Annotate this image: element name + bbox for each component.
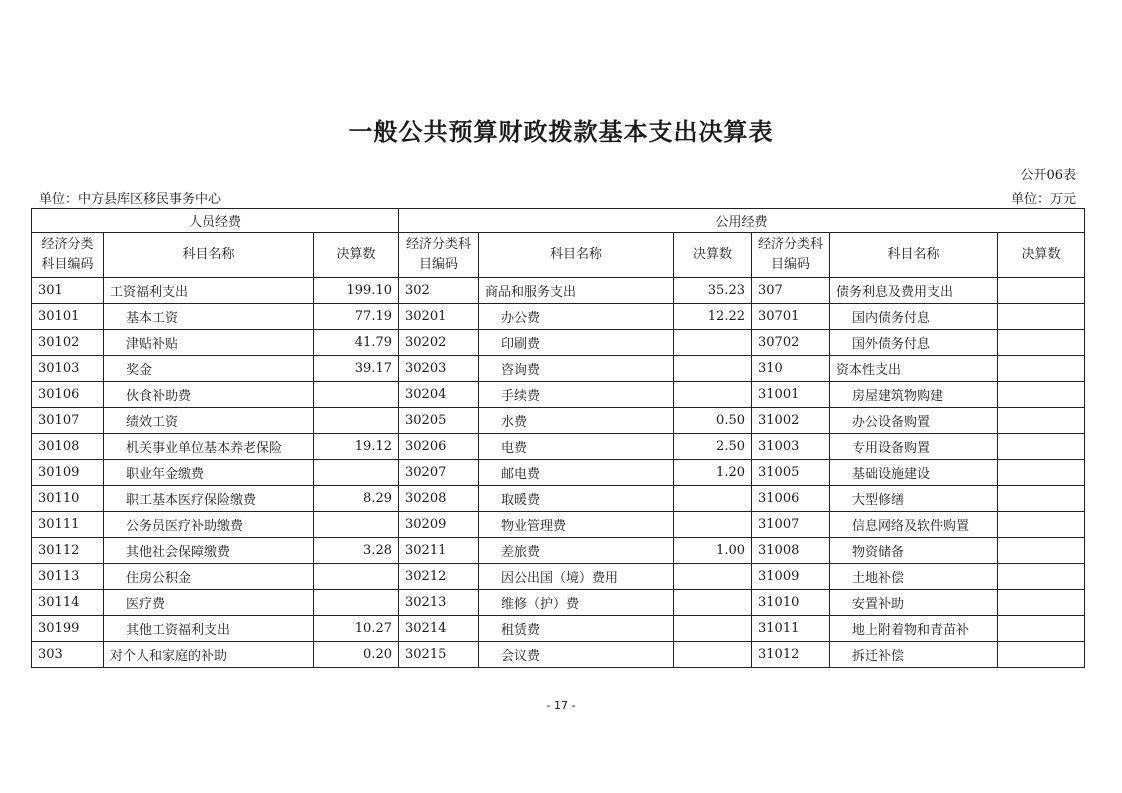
item-name-cell: 电费 bbox=[479, 434, 674, 460]
amount-cell: 8.29 bbox=[314, 486, 399, 512]
code-cell: 30112 bbox=[32, 538, 104, 564]
item-name-cell: 物资储备 bbox=[830, 538, 998, 564]
table-row bbox=[32, 642, 1085, 668]
code-cell: 30209 bbox=[399, 512, 479, 538]
item-name-cell: 国外债务付息 bbox=[830, 330, 998, 356]
amount-cell: 1.20 bbox=[674, 460, 752, 486]
table-row bbox=[32, 538, 1085, 564]
code-cell: 30199 bbox=[32, 616, 104, 642]
item-name-cell: 绩效工资 bbox=[104, 408, 314, 434]
table-row bbox=[32, 460, 1085, 486]
code-cell: 30114 bbox=[32, 590, 104, 616]
page-title: 一般公共预算财政拨款基本支出决算表 bbox=[348, 117, 774, 146]
code-cell: 31002 bbox=[752, 408, 830, 434]
amount-cell bbox=[998, 616, 1085, 642]
item-name-cell: 房屋建筑物购建 bbox=[830, 382, 998, 408]
amount-cell bbox=[998, 278, 1085, 304]
item-name-cell: 公务员医疗补助缴费 bbox=[104, 512, 314, 538]
code-cell: 30215 bbox=[399, 642, 479, 668]
table-row bbox=[32, 434, 1085, 460]
item-name-cell: 基本工资 bbox=[104, 304, 314, 330]
code-cell: 30106 bbox=[32, 382, 104, 408]
item-name-cell: 专用设备购置 bbox=[830, 434, 998, 460]
item-name-cell: 伙食补助费 bbox=[104, 382, 314, 408]
item-name-cell: 拆迁补偿 bbox=[830, 642, 998, 668]
code-cell: 31001 bbox=[752, 382, 830, 408]
table-row bbox=[32, 616, 1085, 642]
amount-cell bbox=[998, 304, 1085, 330]
item-name-cell: 津贴补贴 bbox=[104, 330, 314, 356]
header-code: 经济分类科目编码 bbox=[399, 233, 479, 278]
currency-unit: 单位：万元 bbox=[1010, 192, 1076, 207]
amount-cell: 0.20 bbox=[314, 642, 399, 668]
amount-cell bbox=[998, 486, 1085, 512]
item-name-cell: 基础设施建设 bbox=[830, 460, 998, 486]
item-name-cell: 维修（护）费 bbox=[479, 590, 674, 616]
amount-cell bbox=[674, 330, 752, 356]
amount-cell bbox=[674, 512, 752, 538]
amount-cell: 35.23 bbox=[674, 278, 752, 304]
item-name-cell: 住房公积金 bbox=[104, 564, 314, 590]
code-cell: 31009 bbox=[752, 564, 830, 590]
code-cell: 30202 bbox=[399, 330, 479, 356]
amount-cell: 12.22 bbox=[674, 304, 752, 330]
code-cell: 31008 bbox=[752, 538, 830, 564]
code-cell: 30701 bbox=[752, 304, 830, 330]
code-cell: 30110 bbox=[32, 486, 104, 512]
code-cell: 30213 bbox=[399, 590, 479, 616]
amount-cell bbox=[998, 538, 1085, 564]
header-code: 经济分类科目编码 bbox=[752, 233, 830, 278]
form-number: 公开06表 bbox=[1020, 168, 1076, 183]
table-row bbox=[32, 278, 1085, 304]
code-cell: 31010 bbox=[752, 590, 830, 616]
amount-cell: 0.50 bbox=[674, 408, 752, 434]
amount-cell: 19.12 bbox=[314, 434, 399, 460]
amount-cell: 3.28 bbox=[314, 538, 399, 564]
code-cell: 30103 bbox=[32, 356, 104, 382]
item-name-cell: 奖金 bbox=[104, 356, 314, 382]
code-cell: 30101 bbox=[32, 304, 104, 330]
amount-cell bbox=[314, 460, 399, 486]
table-row bbox=[32, 356, 1085, 382]
code-cell: 31005 bbox=[752, 460, 830, 486]
amount-cell bbox=[314, 408, 399, 434]
code-cell: 30204 bbox=[399, 382, 479, 408]
item-name-cell: 地上附着物和青苗补 bbox=[830, 616, 998, 642]
item-name-cell: 其他社会保障缴费 bbox=[104, 538, 314, 564]
code-cell: 30206 bbox=[399, 434, 479, 460]
amount-cell bbox=[674, 382, 752, 408]
code-cell: 30212 bbox=[399, 564, 479, 590]
amount-cell bbox=[674, 564, 752, 590]
amount-cell bbox=[998, 434, 1085, 460]
code-cell: 30111 bbox=[32, 512, 104, 538]
header-amount: 决算数 bbox=[314, 233, 399, 278]
code-cell: 30107 bbox=[32, 408, 104, 434]
item-name-cell: 其他工资福利支出 bbox=[104, 616, 314, 642]
table-row bbox=[32, 564, 1085, 590]
amount-cell bbox=[998, 330, 1085, 356]
amount-cell: 10.27 bbox=[314, 616, 399, 642]
amount-cell bbox=[314, 512, 399, 538]
header-name: 科目名称 bbox=[830, 233, 998, 278]
amount-cell bbox=[998, 460, 1085, 486]
header-name: 科目名称 bbox=[479, 233, 674, 278]
item-name-cell: 大型修缮 bbox=[830, 486, 998, 512]
amount-cell: 2.50 bbox=[674, 434, 752, 460]
code-cell: 30207 bbox=[399, 460, 479, 486]
table-row bbox=[32, 408, 1085, 434]
item-name-cell: 印刷费 bbox=[479, 330, 674, 356]
header-amount: 决算数 bbox=[998, 233, 1085, 278]
item-name-cell: 债务利息及费用支出 bbox=[830, 278, 998, 304]
item-name-cell: 手续费 bbox=[479, 382, 674, 408]
item-name-cell: 办公设备购置 bbox=[830, 408, 998, 434]
code-cell: 31007 bbox=[752, 512, 830, 538]
item-name-cell: 职业年金缴费 bbox=[104, 460, 314, 486]
reporting-unit: 单位：中方县库区移民事务中心 bbox=[39, 192, 222, 207]
code-cell: 30109 bbox=[32, 460, 104, 486]
item-name-cell: 租赁费 bbox=[479, 616, 674, 642]
amount-cell bbox=[998, 590, 1085, 616]
code-cell: 307 bbox=[752, 278, 830, 304]
amount-cell bbox=[998, 564, 1085, 590]
amount-cell bbox=[998, 512, 1085, 538]
amount-cell bbox=[314, 564, 399, 590]
code-cell: 310 bbox=[752, 356, 830, 382]
amount-cell bbox=[674, 356, 752, 382]
item-name-cell: 取暖费 bbox=[479, 486, 674, 512]
code-cell: 30203 bbox=[399, 356, 479, 382]
code-cell: 30211 bbox=[399, 538, 479, 564]
column-header-row bbox=[32, 233, 1085, 278]
code-cell: 30205 bbox=[399, 408, 479, 434]
item-name-cell: 职工基本医疗保险缴费 bbox=[104, 486, 314, 512]
code-cell: 301 bbox=[32, 278, 104, 304]
amount-cell bbox=[314, 382, 399, 408]
amount-cell bbox=[998, 382, 1085, 408]
header-amount: 决算数 bbox=[674, 233, 752, 278]
code-cell: 30208 bbox=[399, 486, 479, 512]
amount-cell bbox=[674, 642, 752, 668]
amount-cell bbox=[998, 642, 1085, 668]
item-name-cell: 对个人和家庭的补助 bbox=[104, 642, 314, 668]
item-name-cell: 物业管理费 bbox=[479, 512, 674, 538]
header-name: 科目名称 bbox=[104, 233, 314, 278]
page-number: - 17 - bbox=[546, 699, 576, 712]
item-name-cell: 商品和服务支出 bbox=[479, 278, 674, 304]
item-name-cell: 咨询费 bbox=[479, 356, 674, 382]
table-row bbox=[32, 304, 1085, 330]
item-name-cell: 土地补偿 bbox=[830, 564, 998, 590]
code-cell: 30214 bbox=[399, 616, 479, 642]
table-row bbox=[32, 486, 1085, 512]
code-cell: 30108 bbox=[32, 434, 104, 460]
code-cell: 30113 bbox=[32, 564, 104, 590]
code-cell: 303 bbox=[32, 642, 104, 668]
table-row bbox=[32, 590, 1085, 616]
table-row bbox=[32, 512, 1085, 538]
expenditure-table bbox=[31, 208, 1085, 668]
item-name-cell: 水费 bbox=[479, 408, 674, 434]
amount-cell bbox=[998, 408, 1085, 434]
item-name-cell: 工资福利支出 bbox=[104, 278, 314, 304]
table-row bbox=[32, 330, 1085, 356]
item-name-cell: 因公出国（境）费用 bbox=[479, 564, 674, 590]
code-cell: 30702 bbox=[752, 330, 830, 356]
amount-cell: 1.00 bbox=[674, 538, 752, 564]
amount-cell bbox=[674, 590, 752, 616]
item-name-cell: 资本性支出 bbox=[830, 356, 998, 382]
code-cell: 30102 bbox=[32, 330, 104, 356]
amount-cell bbox=[674, 486, 752, 512]
code-cell: 302 bbox=[399, 278, 479, 304]
item-name-cell: 会议费 bbox=[479, 642, 674, 668]
item-name-cell: 办公费 bbox=[479, 304, 674, 330]
amount-cell: 41.79 bbox=[314, 330, 399, 356]
item-name-cell: 邮电费 bbox=[479, 460, 674, 486]
code-cell: 30201 bbox=[399, 304, 479, 330]
group-personnel: 人员经费 bbox=[32, 209, 399, 233]
group-public: 公用经费 bbox=[399, 209, 1085, 233]
item-name-cell: 安置补助 bbox=[830, 590, 998, 616]
item-name-cell: 国内债务付息 bbox=[830, 304, 998, 330]
code-cell: 31003 bbox=[752, 434, 830, 460]
code-cell: 31006 bbox=[752, 486, 830, 512]
item-name-cell: 差旅费 bbox=[479, 538, 674, 564]
amount-cell: 39.17 bbox=[314, 356, 399, 382]
group-header-row bbox=[32, 209, 1085, 233]
code-cell: 31011 bbox=[752, 616, 830, 642]
item-name-cell: 医疗费 bbox=[104, 590, 314, 616]
header-code: 经济分类科目编码 bbox=[32, 233, 104, 278]
amount-cell bbox=[674, 616, 752, 642]
amount-cell: 77.19 bbox=[314, 304, 399, 330]
item-name-cell: 机关事业单位基本养老保险 bbox=[104, 434, 314, 460]
amount-cell bbox=[998, 356, 1085, 382]
amount-cell bbox=[314, 590, 399, 616]
amount-cell: 199.10 bbox=[314, 278, 399, 304]
table-row bbox=[32, 382, 1085, 408]
code-cell: 31012 bbox=[752, 642, 830, 668]
item-name-cell: 信息网络及软件购置 bbox=[830, 512, 998, 538]
